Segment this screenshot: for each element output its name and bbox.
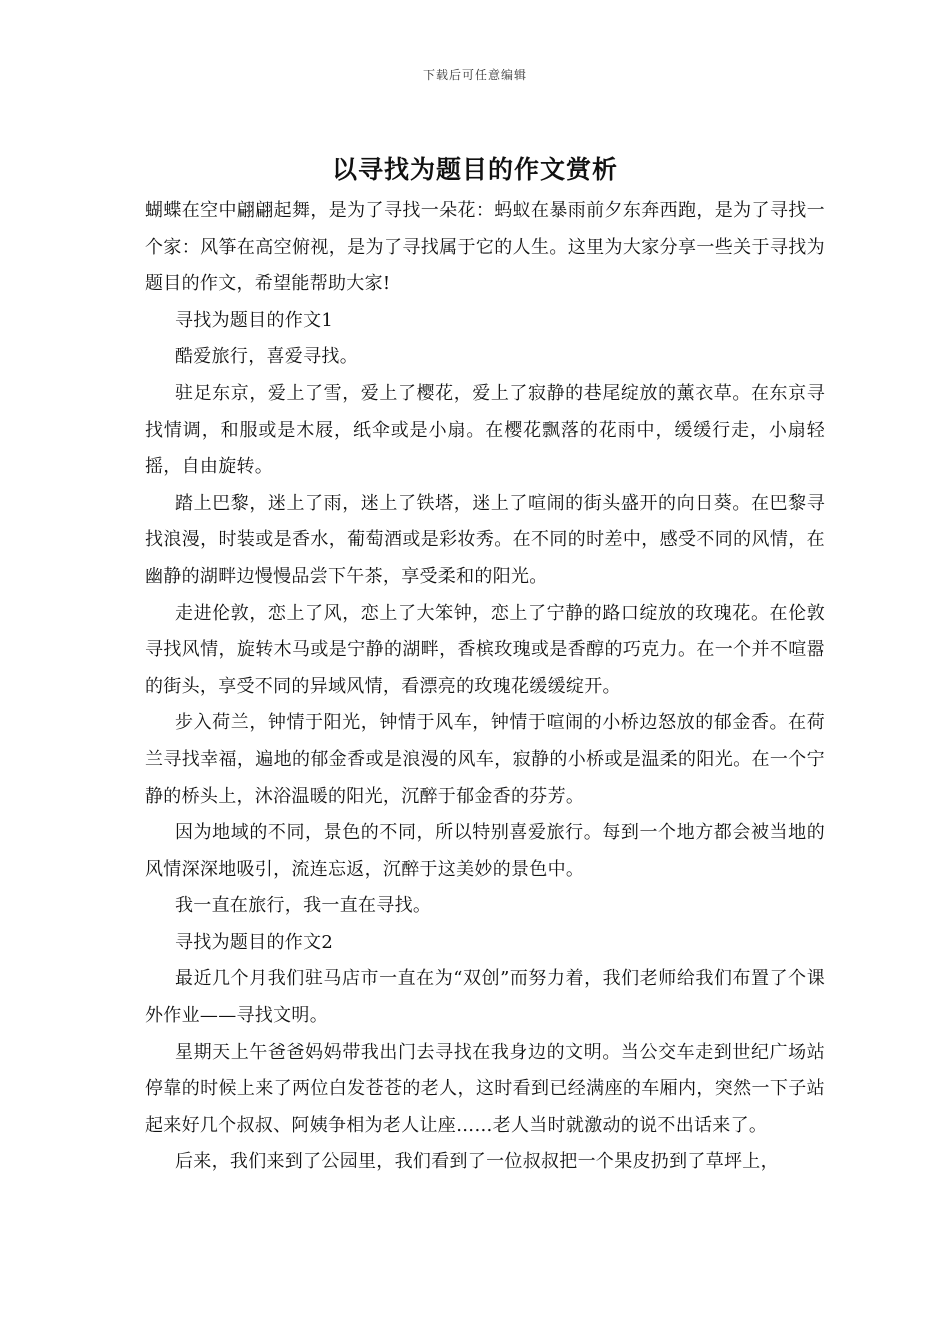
document-body xyxy=(145,193,825,1181)
body-paragraph: 后来，我们来到了公园里，我们看到了一位叔叔把一个果皮扔到了草坪上， xyxy=(175,1151,779,1173)
header-note: 下载后可任意编辑 xyxy=(422,68,527,82)
body-paragraph: 酷爱旅行，喜爱寻找。 xyxy=(175,346,358,368)
document-title: 以寻找为题目的作文赏析 xyxy=(331,155,618,184)
body-paragraph: 走进伦敦，恋上了风，恋上了大笨钟，恋上了宁静的路口绽放的玫瑰花。在伦敦寻找风情，旋转木马或是宁静的湖畔，香槟玫瑰或是香醇的巧克力。在一个并不喧嚣的街头，享受不同的异域风情，看漂亮的玫瑰花缓缓绽开。 xyxy=(145,602,825,697)
body-paragraph: 踏上巴黎，迷上了雨，迷上了铁塔，迷上了喧闹的街头盛开的向日葵。在巴黎寻找浪漫，时装或是香水，葡萄酒或是彩妆秀。在不同的时差中，感受不同的风情，在幽静的湖畔边慢慢品尝下午茶，享受柔和的阳光。 xyxy=(145,492,825,587)
body-paragraph: 星期天上午爸爸妈妈带我出门去寻找在我身边的文明。当公交车走到世纪广场站停靠的时候上来了两位白发苍苍的老人，这时看到已经满座的车厢内，突然一下子站起来好几个叔叔、阿姨争相为老人让座……老人当时就激动的说不出话来了。 xyxy=(145,1041,825,1136)
body-paragraph: 我一直在旅行，我一直在寻找。 xyxy=(175,895,432,917)
body-paragraph: 步入荷兰，钟情于阳光，钟情于风车，钟情于喧闹的小桥边怒放的郁金香。在荷兰寻找幸福，遍地的郁金香或是浪漫的风车，寂静的小桥或是温柔的阳光。在一个宁静的桥头上，沐浴温暖的阳光，沉醉于郁金香的芬芳。 xyxy=(145,712,825,807)
essay-heading-1: 寻找为题目的作文1 xyxy=(175,309,334,331)
intro-paragraph: 蝴蝶在空中翩翩起舞，是为了寻找一朵花：蚂蚁在暴雨前夕东奔西跑，是为了寻找一个家：风筝在高空俯视，是为了寻找属于它的人生。这里为大家分享一些关于寻找为题目的作文，希望能帮助大家! xyxy=(145,200,825,295)
body-paragraph: 最近几个月我们驻马店市一直在为“双创”而努力着，我们老师给我们布置了个课外作业——寻找文明。 xyxy=(145,968,825,1027)
body-paragraph: 驻足东京，爱上了雪，爱上了樱花，爱上了寂静的巷尾绽放的薰衣草。在东京寻找情调，和服或是木屐，纸伞或是小扇。在樱花飘落的花雨中，缓缓行走，小扇轻摇，自由旋转。 xyxy=(145,382,825,478)
essay-heading-2: 寻找为题目的作文2 xyxy=(175,931,334,953)
body-paragraph: 因为地域的不同，景色的不同，所以特别喜爱旅行。每到一个地方都会被当地的风情深深地吸引，流连忘返，沉醉于这美妙的景色中。 xyxy=(145,822,825,880)
